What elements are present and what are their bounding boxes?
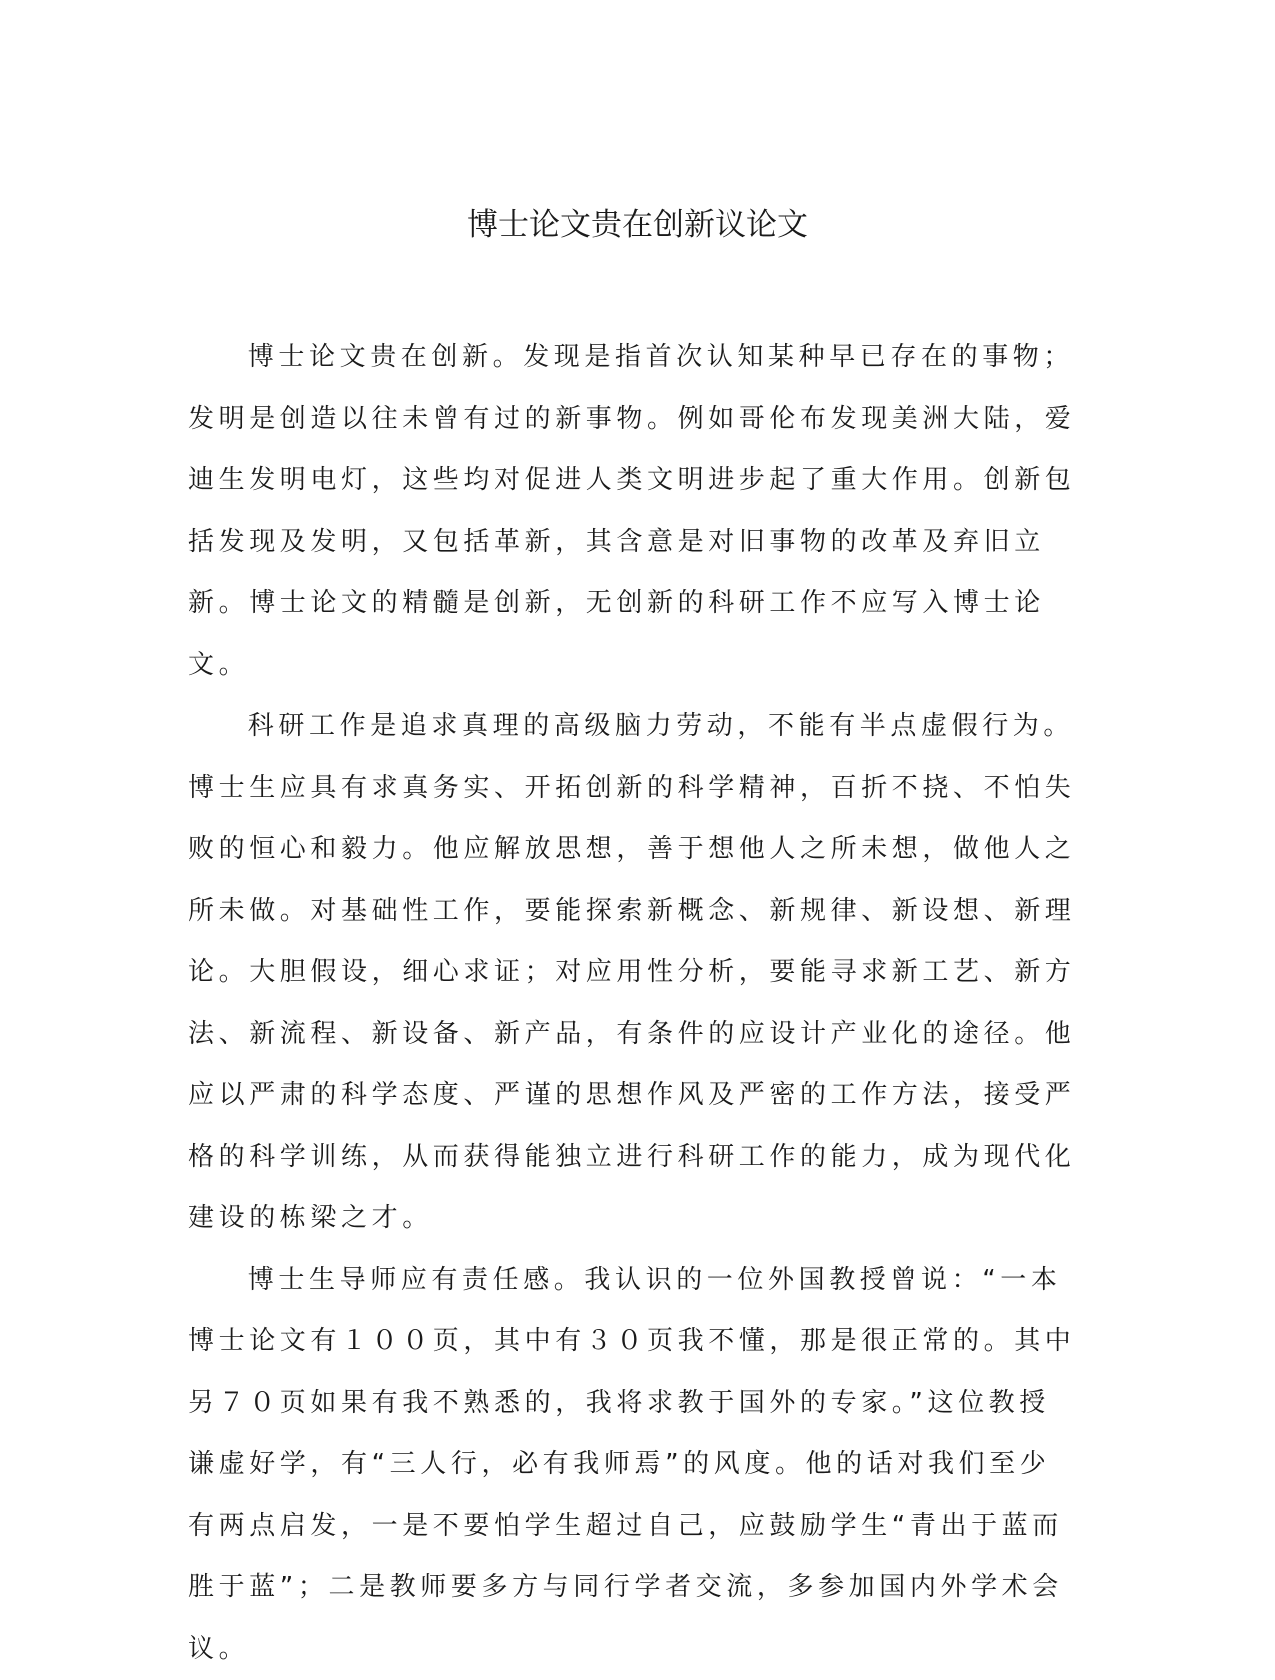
paragraph-3: 博士生导师应有责任感。我认识的一位外国教授曾说：“一本博士论文有１００页，其中有３０页我不懂，那是很正常的。其中另７０页如果有我不熟悉的，我将求教于国外的专家。”这位教授谦虚好学，有“三人行，必有我师焉”的风度。他的话对我们至少有两点启发，一是不要怕学生超过自己，应鼓励学生“青出于蓝而胜于蓝”；二是教师要多方与同行学者交流，多参加国内外学术会议。 — [188, 1250, 1080, 1680]
paragraph-1: 博士论文贵在创新。发现是指首次认知某种早已存在的事物；发明是创造以往未曾有过的新事物。例如哥伦布发现美洲大陆，爱迪生发明电灯，这些均对促进人类文明进步起了重大作用。创新包括发现及发明，又包括革新，其含意是对旧事物的改革及弃旧立新。博士论文的精髓是创新，无创新的科研工作不应写入博士论文。 — [188, 327, 1080, 696]
paragraph-2: 科研工作是追求真理的高级脑力劳动，不能有半点虚假行为。博士生应具有求真务实、开拓创新的科学精神，百折不挠、不怕失败的恒心和毅力。他应解放思想，善于想他人之所未想，做他人之所未做。对基础性工作，要能探索新概念、新规律、新设想、新理论。大胆假设，细心求证；对应用性分析，要能寻求新工艺、新方法、新流程、新设备、新产品，有条件的应设计产业化的途径。他应以严肃的科学态度、严谨的思想作风及严密的工作方法，接受严格的科学训练，从而获得能独立进行科研工作的能力，成为现代化建设的栋梁之才。 — [188, 696, 1080, 1250]
document-title: 博士论文贵在创新议论文 — [0, 205, 1275, 245]
document-body — [188, 327, 1080, 1680]
